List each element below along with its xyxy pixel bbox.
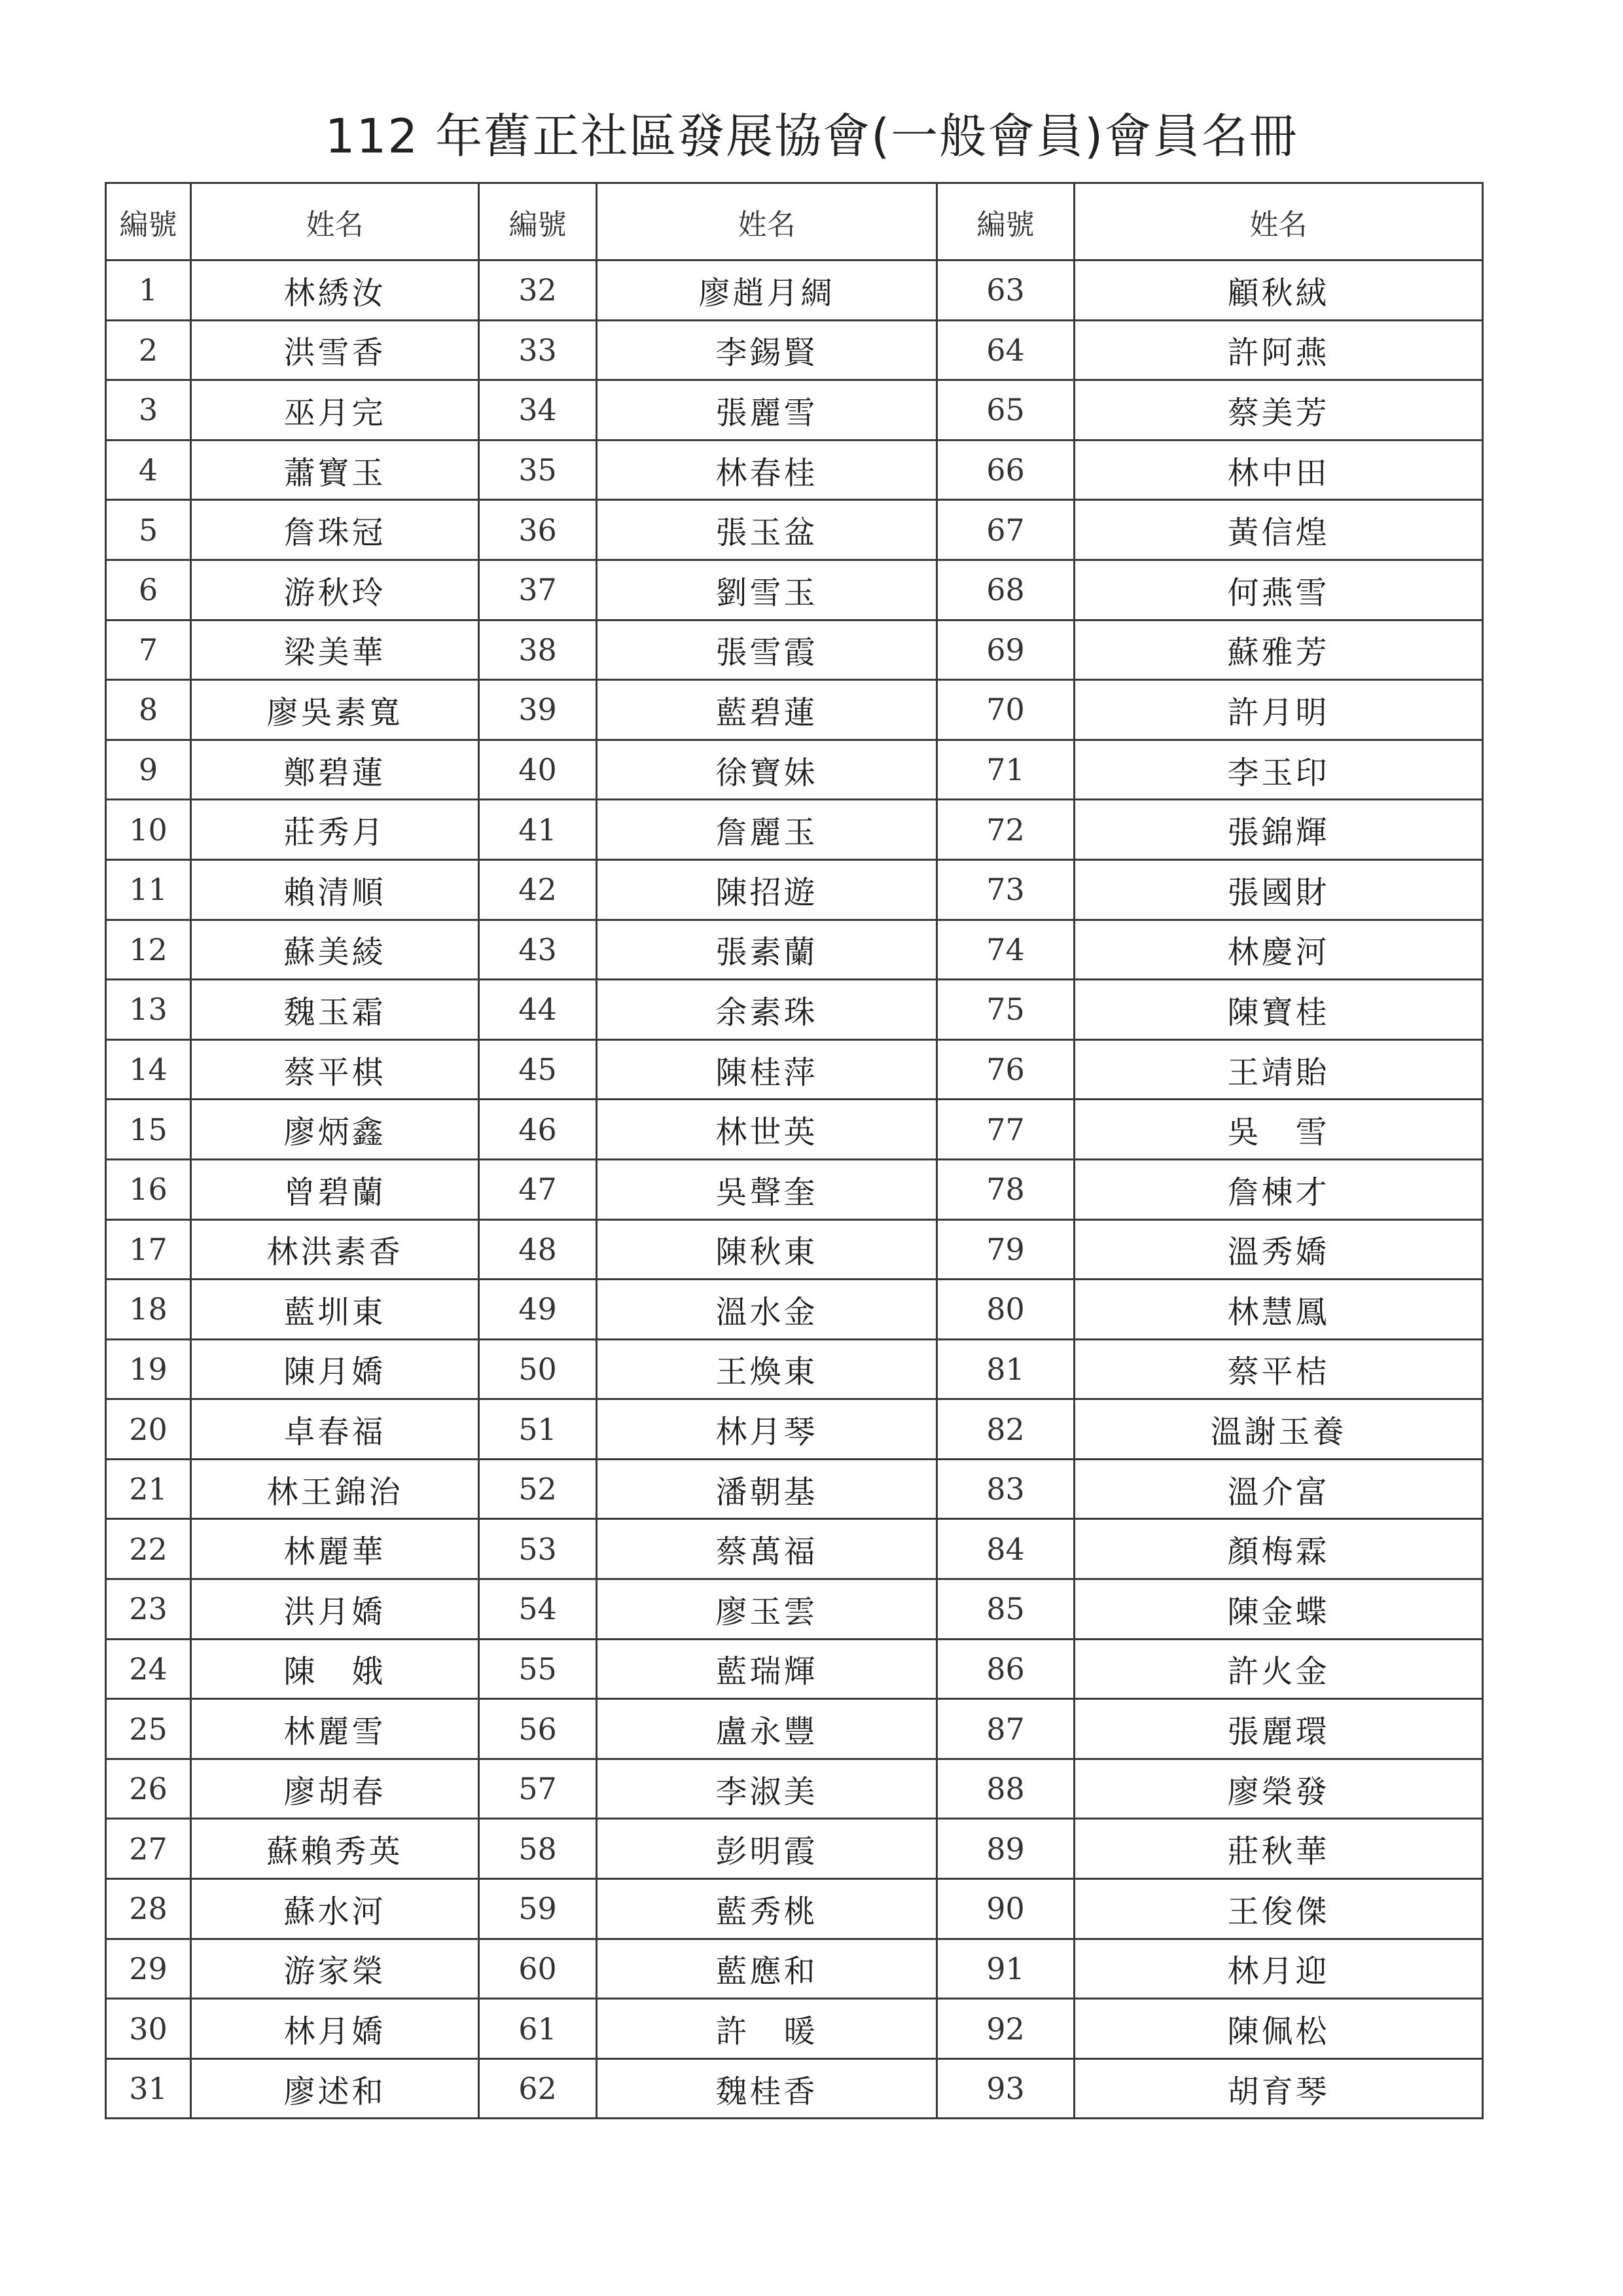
member-number: 55 [479,1639,597,1699]
member-name: 許月明 [1075,680,1483,740]
member-number: 89 [937,1819,1075,1879]
member-number: 45 [479,1039,597,1100]
table-row [106,1999,1483,2059]
member-number: 87 [937,1699,1075,1759]
member-number: 19 [106,1339,191,1399]
table-row [106,1819,1483,1879]
member-name: 林慧鳳 [1075,1280,1483,1340]
member-number: 43 [479,920,597,980]
member-number: 27 [106,1819,191,1879]
member-name: 林慶河 [1075,920,1483,980]
table-row [106,859,1483,920]
member-name: 彭明霞 [597,1819,937,1879]
table-row [106,1100,1483,1160]
member-number: 16 [106,1159,191,1219]
table-row [106,440,1483,500]
member-number: 65 [937,380,1075,440]
member-number: 34 [479,380,597,440]
member-name: 王俊傑 [1075,1879,1483,1939]
member-name: 吳聲奎 [597,1159,937,1219]
table-header-row [106,183,1483,260]
member-name: 張麗雪 [597,380,937,440]
table-row [106,1339,1483,1399]
member-number: 91 [937,1939,1075,1999]
table-row [106,1219,1483,1280]
member-number: 73 [937,859,1075,920]
member-name: 廖述和 [191,2058,479,2119]
member-number: 52 [479,1459,597,1519]
member-name: 林月嬌 [191,1999,479,2059]
member-name: 游家榮 [191,1939,479,1999]
table-row [106,1280,1483,1340]
member-number: 25 [106,1699,191,1759]
table-row [106,1519,1483,1579]
member-number: 22 [106,1519,191,1579]
member-name: 張玉盆 [597,500,937,560]
member-number: 1 [106,260,191,321]
member-name: 顏梅霖 [1075,1519,1483,1579]
header-name: 姓名 [597,183,937,260]
member-name: 許火金 [1075,1639,1483,1699]
table-row [106,800,1483,860]
member-name: 張素蘭 [597,920,937,980]
member-name: 魏玉霜 [191,980,479,1040]
member-name: 劉雪玉 [597,560,937,620]
table-row [106,1039,1483,1100]
member-number: 44 [479,980,597,1040]
member-name: 廖炳鑫 [191,1100,479,1160]
table-row [106,1159,1483,1219]
member-name: 廖玉雲 [597,1579,937,1640]
member-name: 張麗環 [1075,1699,1483,1759]
member-name: 詹麗玉 [597,800,937,860]
member-number: 29 [106,1939,191,1999]
member-number: 9 [106,740,191,800]
table-row [106,560,1483,620]
member-number: 75 [937,980,1075,1040]
member-number: 5 [106,500,191,560]
member-number: 60 [479,1939,597,1999]
table-row [106,500,1483,560]
member-number: 70 [937,680,1075,740]
member-name: 林麗華 [191,1519,479,1579]
member-name: 洪雪香 [191,320,479,380]
member-number: 3 [106,380,191,440]
member-number: 30 [106,1999,191,2059]
member-number: 32 [479,260,597,321]
member-number: 50 [479,1339,597,1399]
member-number: 72 [937,800,1075,860]
member-name: 廖榮發 [1075,1759,1483,1819]
member-name: 林春桂 [597,440,937,500]
member-number: 80 [937,1280,1075,1340]
member-name: 溫謝玉養 [1075,1399,1483,1460]
member-number: 61 [479,1999,597,2059]
member-name: 張國財 [1075,859,1483,920]
member-number: 26 [106,1759,191,1819]
member-number: 28 [106,1879,191,1939]
table-row [106,1879,1483,1939]
member-name: 林月迎 [1075,1939,1483,1999]
member-name: 魏桂香 [597,2058,937,2119]
member-number: 48 [479,1219,597,1280]
member-name: 廖吳素寬 [191,680,479,740]
member-name: 鄭碧蓮 [191,740,479,800]
document-title: 112 年舊正社區發展協會(一般會員)會員名冊 [325,109,1298,164]
member-name: 林王錦治 [191,1459,479,1519]
member-number: 74 [937,920,1075,980]
member-name: 陳金蝶 [1075,1579,1483,1640]
member-number: 15 [106,1100,191,1160]
table-row [106,380,1483,440]
table-row [106,1639,1483,1699]
member-name: 游秋玲 [191,560,479,620]
member-name: 何燕雪 [1075,560,1483,620]
member-name: 徐寶妹 [597,740,937,800]
member-name: 陳 娥 [191,1639,479,1699]
member-number: 37 [479,560,597,620]
member-name: 廖趙月綢 [597,260,937,321]
member-number: 35 [479,440,597,500]
member-number: 14 [106,1039,191,1100]
member-number: 71 [937,740,1075,800]
member-name: 藍瑞輝 [597,1639,937,1699]
member-name: 曾碧蘭 [191,1159,479,1219]
member-number: 78 [937,1159,1075,1219]
member-name: 吳 雪 [1075,1100,1483,1160]
member-number: 6 [106,560,191,620]
member-name: 陳佩松 [1075,1999,1483,2059]
member-name: 張雪霞 [597,620,937,680]
member-number: 88 [937,1759,1075,1819]
member-name: 卓春福 [191,1399,479,1460]
member-number: 33 [479,320,597,380]
member-number: 23 [106,1579,191,1640]
member-number: 10 [106,800,191,860]
member-name: 林世英 [597,1100,937,1160]
member-name: 賴清順 [191,859,479,920]
table-row [106,620,1483,680]
member-number: 49 [479,1280,597,1340]
member-number: 41 [479,800,597,860]
member-number: 69 [937,620,1075,680]
member-name: 李玉印 [1075,740,1483,800]
member-name: 陳寶桂 [1075,980,1483,1040]
member-name: 林洪素香 [191,1219,479,1280]
member-name: 蔡平桔 [1075,1339,1483,1399]
member-number: 42 [479,859,597,920]
member-name: 潘朝基 [597,1459,937,1519]
table-row [106,740,1483,800]
member-number: 47 [479,1159,597,1219]
member-number: 36 [479,500,597,560]
member-name: 蔡平棋 [191,1039,479,1100]
member-number: 7 [106,620,191,680]
member-number: 90 [937,1879,1075,1939]
member-number: 17 [106,1219,191,1280]
member-number: 8 [106,680,191,740]
member-number: 39 [479,680,597,740]
member-name: 胡育琴 [1075,2058,1483,2119]
table-row [106,1699,1483,1759]
header-number: 編號 [106,183,191,260]
header-number: 編號 [937,183,1075,260]
member-number: 46 [479,1100,597,1160]
member-number: 82 [937,1399,1075,1460]
member-name: 陳桂萍 [597,1039,937,1100]
member-name: 廖胡春 [191,1759,479,1819]
member-number: 21 [106,1459,191,1519]
member-number: 4 [106,440,191,500]
table-row [106,680,1483,740]
member-number: 67 [937,500,1075,560]
member-name: 盧永豐 [597,1699,937,1759]
member-number: 64 [937,320,1075,380]
member-name: 溫秀嬌 [1075,1219,1483,1280]
member-name: 陳秋東 [597,1219,937,1280]
table-row [106,260,1483,321]
member-number: 18 [106,1280,191,1340]
table-row [106,1399,1483,1460]
member-name: 蘇雅芳 [1075,620,1483,680]
member-name: 林麗雪 [191,1699,479,1759]
member-number: 83 [937,1459,1075,1519]
table-row [106,1939,1483,1999]
member-number: 76 [937,1039,1075,1100]
member-number: 66 [937,440,1075,500]
member-name: 藍秀桃 [597,1879,937,1939]
member-number: 24 [106,1639,191,1699]
member-number: 13 [106,980,191,1040]
member-number: 20 [106,1399,191,1460]
member-name: 陳月嬌 [191,1339,479,1399]
member-name: 洪月嬌 [191,1579,479,1640]
table-row [106,2058,1483,2119]
member-name: 王煥東 [597,1339,937,1399]
member-name: 蔡美芳 [1075,380,1483,440]
member-number: 62 [479,2058,597,2119]
member-number: 59 [479,1879,597,1939]
member-number: 84 [937,1519,1075,1579]
table-row [106,980,1483,1040]
member-number: 79 [937,1219,1075,1280]
member-name: 蕭寶玉 [191,440,479,500]
table-row [106,1579,1483,1640]
table-row [106,320,1483,380]
member-name: 王靖貽 [1075,1039,1483,1100]
table-body [106,260,1483,2119]
header-number: 編號 [479,183,597,260]
member-name: 張錦輝 [1075,800,1483,860]
member-number: 40 [479,740,597,800]
member-number: 86 [937,1639,1075,1699]
member-name: 陳招遊 [597,859,937,920]
member-number: 92 [937,1999,1075,2059]
table-row [106,1759,1483,1819]
member-number: 77 [937,1100,1075,1160]
member-name: 巫月完 [191,380,479,440]
member-number: 54 [479,1579,597,1640]
member-number: 11 [106,859,191,920]
member-name: 溫水金 [597,1280,937,1340]
member-number: 51 [479,1399,597,1460]
member-name: 詹棟才 [1075,1159,1483,1219]
header-name: 姓名 [1075,183,1483,260]
member-number: 85 [937,1579,1075,1640]
member-name: 蘇美綾 [191,920,479,980]
member-roster-table [105,182,1484,2119]
member-name: 蘇水河 [191,1879,479,1939]
member-name: 黃信煌 [1075,500,1483,560]
member-name: 林中田 [1075,440,1483,500]
member-name: 溫介富 [1075,1459,1483,1519]
member-name: 李淑美 [597,1759,937,1819]
member-name: 蘇賴秀英 [191,1819,479,1879]
member-name: 莊秀月 [191,800,479,860]
member-name: 林綉汝 [191,260,479,321]
member-name: 詹珠冠 [191,500,479,560]
member-number: 63 [937,260,1075,321]
member-number: 12 [106,920,191,980]
member-name: 許阿燕 [1075,320,1483,380]
member-name: 藍碧蓮 [597,680,937,740]
member-name: 余素珠 [597,980,937,1040]
member-number: 2 [106,320,191,380]
member-name: 藍圳東 [191,1280,479,1340]
member-number: 56 [479,1699,597,1759]
table-row [106,1459,1483,1519]
member-name: 梁美華 [191,620,479,680]
table-row [106,920,1483,980]
member-number: 93 [937,2058,1075,2119]
member-name: 李錫賢 [597,320,937,380]
member-name: 顧秋絨 [1075,260,1483,321]
member-name: 林月琴 [597,1399,937,1460]
member-number: 68 [937,560,1075,620]
member-name: 藍應和 [597,1939,937,1999]
member-name: 莊秋華 [1075,1819,1483,1879]
member-number: 53 [479,1519,597,1579]
member-number: 57 [479,1759,597,1819]
member-number: 31 [106,2058,191,2119]
header-name: 姓名 [191,183,479,260]
member-number: 81 [937,1339,1075,1399]
member-name: 許 暖 [597,1999,937,2059]
member-name: 蔡萬福 [597,1519,937,1579]
member-number: 58 [479,1819,597,1879]
member-number: 38 [479,620,597,680]
